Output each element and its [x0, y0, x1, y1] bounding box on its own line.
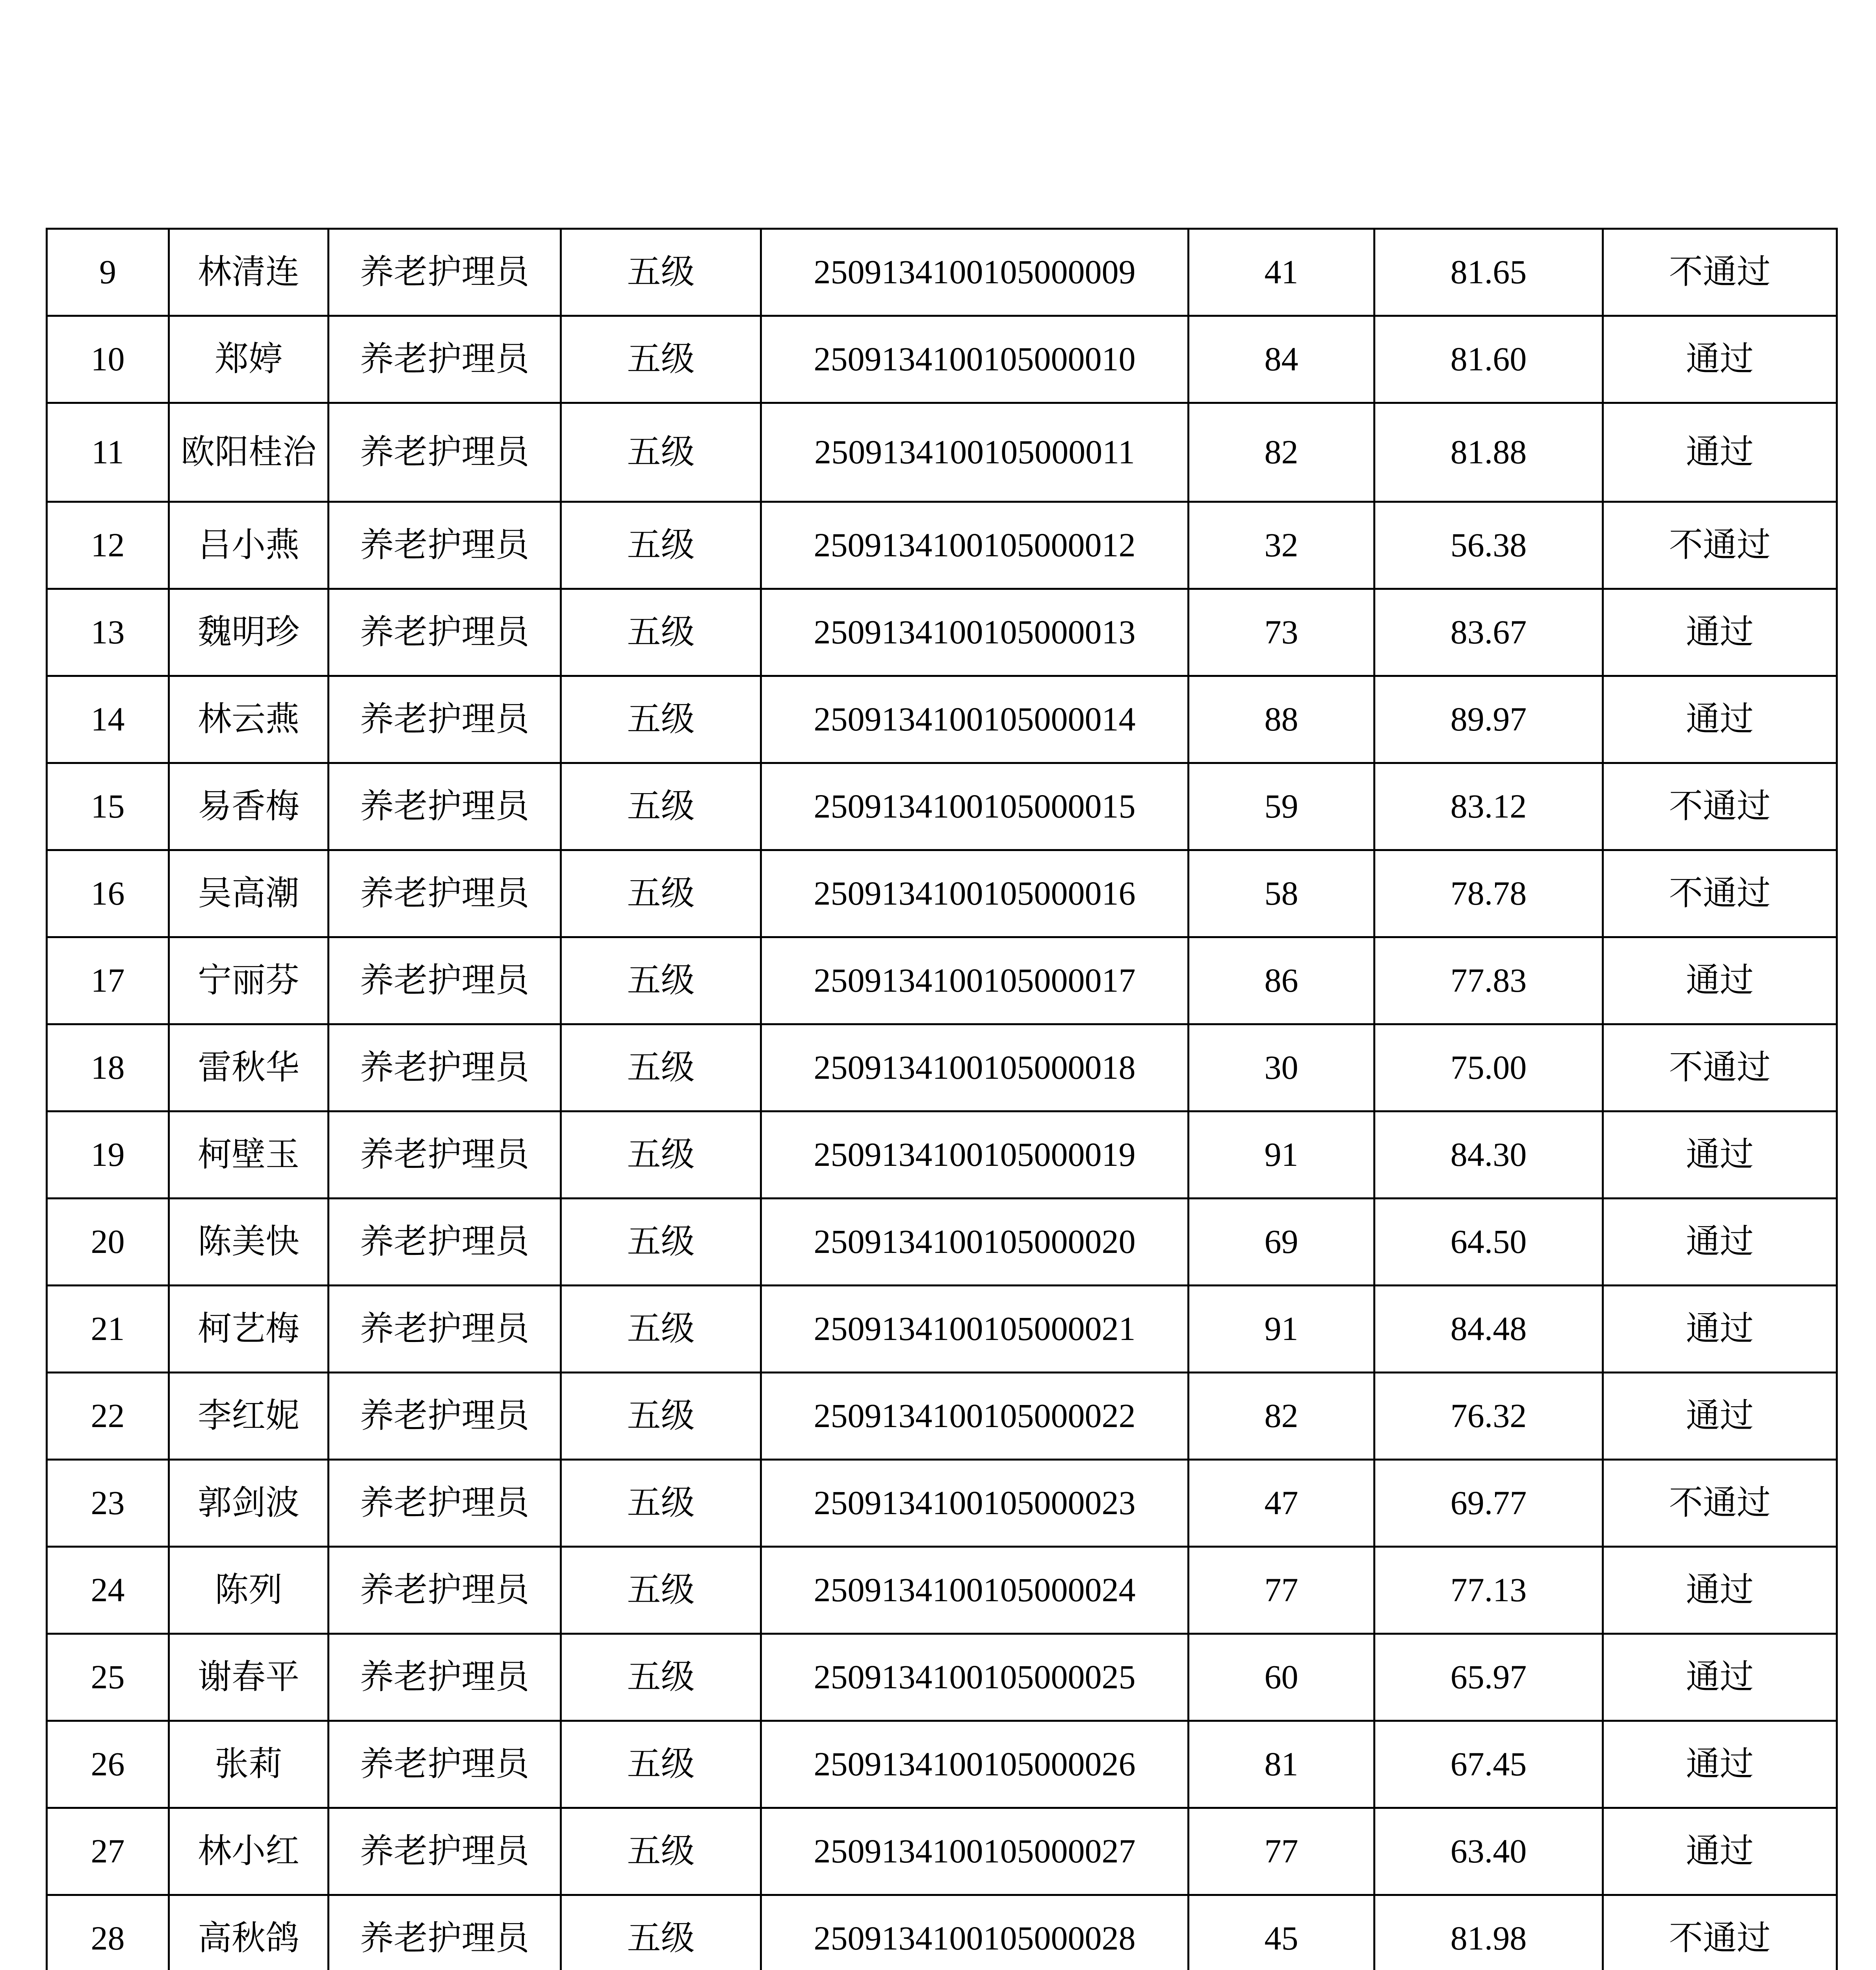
- level-cell: 五级: [561, 1808, 761, 1895]
- skill-score-cell: 63.40: [1374, 1808, 1603, 1895]
- table-row: [47, 1199, 1837, 1286]
- table-row: [47, 1111, 1837, 1199]
- candidate-name-cell: 柯艺梅: [169, 1286, 329, 1373]
- occupation-cell: 养老护理员: [329, 1895, 561, 1970]
- level-cell: 五级: [561, 1895, 761, 1970]
- certificate-id-cell: 2509134100105000026: [761, 1721, 1189, 1808]
- occupation-cell: 养老护理员: [329, 1111, 561, 1199]
- skill-score-cell: 81.88: [1374, 403, 1603, 502]
- level-cell: 五级: [561, 676, 761, 763]
- occupation-cell: 养老护理员: [329, 676, 561, 763]
- certificate-id-cell: 2509134100105000013: [761, 589, 1189, 676]
- theory-score-cell: 60: [1189, 1634, 1374, 1721]
- row-number-cell: 17: [47, 937, 169, 1024]
- result-cell: 通过: [1603, 1547, 1837, 1634]
- exam-results-table: [46, 228, 1838, 1970]
- table-row: [47, 316, 1837, 403]
- row-number-cell: 22: [47, 1373, 169, 1460]
- level-cell: 五级: [561, 1111, 761, 1199]
- result-cell: 通过: [1603, 676, 1837, 763]
- certificate-id-cell: 2509134100105000010: [761, 316, 1189, 403]
- candidate-name-cell: 欧阳桂治: [169, 403, 329, 502]
- skill-score-cell: 81.60: [1374, 316, 1603, 403]
- level-cell: 五级: [561, 1721, 761, 1808]
- result-cell: 不通过: [1603, 1460, 1837, 1547]
- theory-score-cell: 77: [1189, 1547, 1374, 1634]
- skill-score-cell: 67.45: [1374, 1721, 1603, 1808]
- theory-score-cell: 69: [1189, 1199, 1374, 1286]
- candidate-name-cell: 易香梅: [169, 763, 329, 850]
- table-row: [47, 1547, 1837, 1634]
- theory-score-cell: 41: [1189, 229, 1374, 316]
- table-row: [47, 1024, 1837, 1111]
- certificate-id-cell: 2509134100105000022: [761, 1373, 1189, 1460]
- skill-score-cell: 83.12: [1374, 763, 1603, 850]
- theory-score-cell: 45: [1189, 1895, 1374, 1970]
- level-cell: 五级: [561, 1199, 761, 1286]
- row-number-cell: 26: [47, 1721, 169, 1808]
- result-cell: 通过: [1603, 1721, 1837, 1808]
- result-cell: 通过: [1603, 1199, 1837, 1286]
- occupation-cell: 养老护理员: [329, 1024, 561, 1111]
- result-cell: 不通过: [1603, 763, 1837, 850]
- row-number-cell: 9: [47, 229, 169, 316]
- theory-score-cell: 59: [1189, 763, 1374, 850]
- theory-score-cell: 88: [1189, 676, 1374, 763]
- table-body: [47, 229, 1837, 1970]
- row-number-cell: 10: [47, 316, 169, 403]
- candidate-name-cell: 陈美快: [169, 1199, 329, 1286]
- theory-score-cell: 82: [1189, 403, 1374, 502]
- result-cell: 通过: [1603, 1808, 1837, 1895]
- theory-score-cell: 32: [1189, 502, 1374, 589]
- table-row: [47, 229, 1837, 316]
- skill-score-cell: 78.78: [1374, 850, 1603, 937]
- candidate-name-cell: 张莉: [169, 1721, 329, 1808]
- candidate-name-cell: 宁丽芬: [169, 937, 329, 1024]
- level-cell: 五级: [561, 502, 761, 589]
- occupation-cell: 养老护理员: [329, 1373, 561, 1460]
- theory-score-cell: 86: [1189, 937, 1374, 1024]
- result-cell: 通过: [1603, 1286, 1837, 1373]
- occupation-cell: 养老护理员: [329, 1547, 561, 1634]
- row-number-cell: 28: [47, 1895, 169, 1970]
- skill-score-cell: 65.97: [1374, 1634, 1603, 1721]
- table-row: [47, 403, 1837, 502]
- theory-score-cell: 82: [1189, 1373, 1374, 1460]
- row-number-cell: 21: [47, 1286, 169, 1373]
- skill-score-cell: 81.65: [1374, 229, 1603, 316]
- occupation-cell: 养老护理员: [329, 1634, 561, 1721]
- candidate-name-cell: 郭剑波: [169, 1460, 329, 1547]
- row-number-cell: 13: [47, 589, 169, 676]
- level-cell: 五级: [561, 589, 761, 676]
- table-row: [47, 589, 1837, 676]
- table-row: [47, 1286, 1837, 1373]
- occupation-cell: 养老护理员: [329, 1721, 561, 1808]
- theory-score-cell: 84: [1189, 316, 1374, 403]
- certificate-id-cell: 2509134100105000023: [761, 1460, 1189, 1547]
- row-number-cell: 24: [47, 1547, 169, 1634]
- table-row: [47, 1373, 1837, 1460]
- level-cell: 五级: [561, 1373, 761, 1460]
- level-cell: 五级: [561, 1460, 761, 1547]
- candidate-name-cell: 柯壁玉: [169, 1111, 329, 1199]
- skill-score-cell: 75.00: [1374, 1024, 1603, 1111]
- level-cell: 五级: [561, 1286, 761, 1373]
- occupation-cell: 养老护理员: [329, 937, 561, 1024]
- row-number-cell: 18: [47, 1024, 169, 1111]
- theory-score-cell: 58: [1189, 850, 1374, 937]
- table-row: [47, 850, 1837, 937]
- theory-score-cell: 30: [1189, 1024, 1374, 1111]
- table-row: [47, 937, 1837, 1024]
- theory-score-cell: 47: [1189, 1460, 1374, 1547]
- certificate-id-cell: 2509134100105000016: [761, 850, 1189, 937]
- row-number-cell: 15: [47, 763, 169, 850]
- level-cell: 五级: [561, 403, 761, 502]
- level-cell: 五级: [561, 1634, 761, 1721]
- skill-score-cell: 81.98: [1374, 1895, 1603, 1970]
- candidate-name-cell: 陈列: [169, 1547, 329, 1634]
- occupation-cell: 养老护理员: [329, 1199, 561, 1286]
- occupation-cell: 养老护理员: [329, 1808, 561, 1895]
- table-row: [47, 1895, 1837, 1970]
- skill-score-cell: 77.83: [1374, 937, 1603, 1024]
- occupation-cell: 养老护理员: [329, 763, 561, 850]
- row-number-cell: 19: [47, 1111, 169, 1199]
- result-cell: 不通过: [1603, 1024, 1837, 1111]
- certificate-id-cell: 2509134100105000028: [761, 1895, 1189, 1970]
- certificate-id-cell: 2509134100105000025: [761, 1634, 1189, 1721]
- occupation-cell: 养老护理员: [329, 589, 561, 676]
- certificate-id-cell: 2509134100105000021: [761, 1286, 1189, 1373]
- result-cell: 通过: [1603, 1373, 1837, 1460]
- row-number-cell: 16: [47, 850, 169, 937]
- skill-score-cell: 56.38: [1374, 502, 1603, 589]
- result-cell: 通过: [1603, 1111, 1837, 1199]
- row-number-cell: 23: [47, 1460, 169, 1547]
- candidate-name-cell: 林云燕: [169, 676, 329, 763]
- occupation-cell: 养老护理员: [329, 502, 561, 589]
- occupation-cell: 养老护理员: [329, 229, 561, 316]
- occupation-cell: 养老护理员: [329, 316, 561, 403]
- certificate-id-cell: 2509134100105000024: [761, 1547, 1189, 1634]
- candidate-name-cell: 林小红: [169, 1808, 329, 1895]
- row-number-cell: 20: [47, 1199, 169, 1286]
- table-row: [47, 763, 1837, 850]
- certificate-id-cell: 2509134100105000017: [761, 937, 1189, 1024]
- certificate-id-cell: 2509134100105000012: [761, 502, 1189, 589]
- skill-score-cell: 84.30: [1374, 1111, 1603, 1199]
- level-cell: 五级: [561, 937, 761, 1024]
- theory-score-cell: 81: [1189, 1721, 1374, 1808]
- level-cell: 五级: [561, 229, 761, 316]
- result-cell: 通过: [1603, 403, 1837, 502]
- theory-score-cell: 73: [1189, 589, 1374, 676]
- row-number-cell: 25: [47, 1634, 169, 1721]
- occupation-cell: 养老护理员: [329, 1460, 561, 1547]
- result-cell: 不通过: [1603, 229, 1837, 316]
- table-row: [47, 1721, 1837, 1808]
- skill-score-cell: 64.50: [1374, 1199, 1603, 1286]
- certificate-id-cell: 2509134100105000011: [761, 403, 1189, 502]
- result-cell: 不通过: [1603, 502, 1837, 589]
- skill-score-cell: 76.32: [1374, 1373, 1603, 1460]
- table-row: [47, 676, 1837, 763]
- table-row: [47, 1634, 1837, 1721]
- level-cell: 五级: [561, 1024, 761, 1111]
- certificate-id-cell: 2509134100105000027: [761, 1808, 1189, 1895]
- row-number-cell: 11: [47, 403, 169, 502]
- candidate-name-cell: 雷秋华: [169, 1024, 329, 1111]
- certificate-id-cell: 2509134100105000015: [761, 763, 1189, 850]
- row-number-cell: 14: [47, 676, 169, 763]
- row-number-cell: 12: [47, 502, 169, 589]
- result-cell: 通过: [1603, 316, 1837, 403]
- table-row: [47, 1460, 1837, 1547]
- candidate-name-cell: 吕小燕: [169, 502, 329, 589]
- level-cell: 五级: [561, 1547, 761, 1634]
- skill-score-cell: 77.13: [1374, 1547, 1603, 1634]
- occupation-cell: 养老护理员: [329, 1286, 561, 1373]
- candidate-name-cell: 吴高潮: [169, 850, 329, 937]
- candidate-name-cell: 谢春平: [169, 1634, 329, 1721]
- skill-score-cell: 89.97: [1374, 676, 1603, 763]
- certificate-id-cell: 2509134100105000020: [761, 1199, 1189, 1286]
- certificate-id-cell: 2509134100105000009: [761, 229, 1189, 316]
- candidate-name-cell: 魏明珍: [169, 589, 329, 676]
- certificate-id-cell: 2509134100105000014: [761, 676, 1189, 763]
- row-number-cell: 27: [47, 1808, 169, 1895]
- skill-score-cell: 69.77: [1374, 1460, 1603, 1547]
- level-cell: 五级: [561, 763, 761, 850]
- skill-score-cell: 83.67: [1374, 589, 1603, 676]
- level-cell: 五级: [561, 850, 761, 937]
- table-row: [47, 1808, 1837, 1895]
- result-cell: 不通过: [1603, 850, 1837, 937]
- result-cell: 通过: [1603, 589, 1837, 676]
- level-cell: 五级: [561, 316, 761, 403]
- certificate-id-cell: 2509134100105000018: [761, 1024, 1189, 1111]
- table-row: [47, 502, 1837, 589]
- occupation-cell: 养老护理员: [329, 850, 561, 937]
- candidate-name-cell: 林清连: [169, 229, 329, 316]
- candidate-name-cell: 郑婷: [169, 316, 329, 403]
- occupation-cell: 养老护理员: [329, 403, 561, 502]
- candidate-name-cell: 高秋鸽: [169, 1895, 329, 1970]
- skill-score-cell: 84.48: [1374, 1286, 1603, 1373]
- result-cell: 不通过: [1603, 1895, 1837, 1970]
- certificate-id-cell: 2509134100105000019: [761, 1111, 1189, 1199]
- theory-score-cell: 91: [1189, 1111, 1374, 1199]
- theory-score-cell: 91: [1189, 1286, 1374, 1373]
- result-cell: 通过: [1603, 937, 1837, 1024]
- candidate-name-cell: 李红妮: [169, 1373, 329, 1460]
- theory-score-cell: 77: [1189, 1808, 1374, 1895]
- result-cell: 通过: [1603, 1634, 1837, 1721]
